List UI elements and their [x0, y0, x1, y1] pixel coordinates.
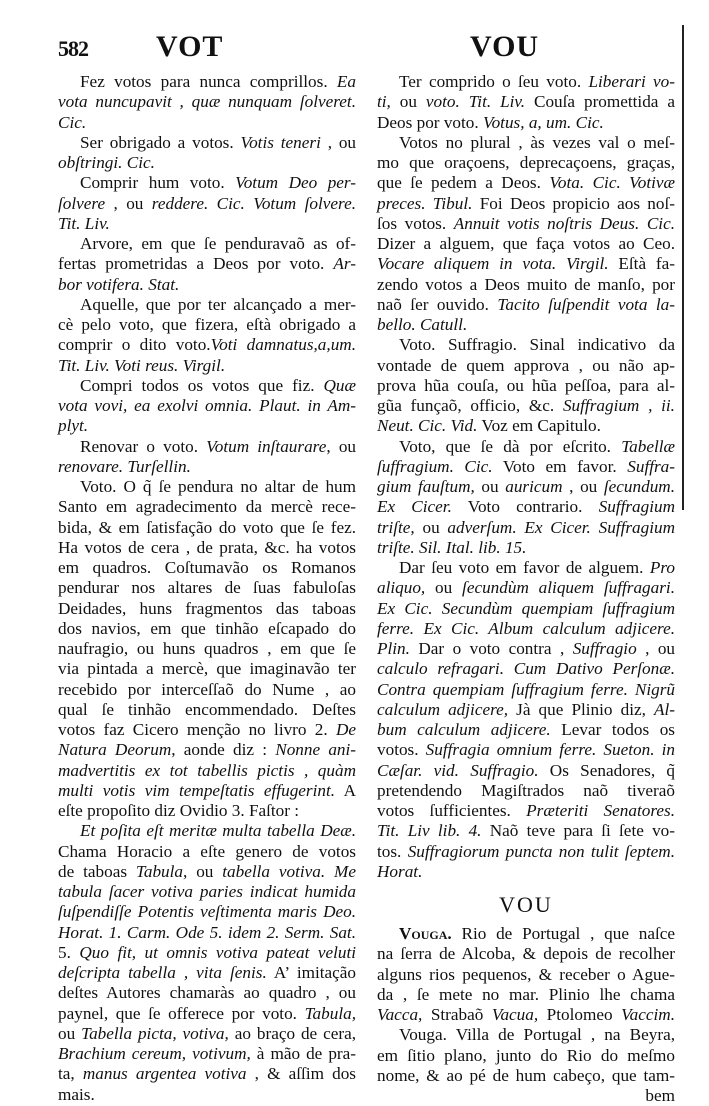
latin-italic-text: Vota. Cic. Votivæ: [549, 173, 675, 193]
text-line: [377, 214, 675, 234]
text-line: [58, 295, 356, 315]
text-line: [377, 376, 675, 396]
text-line: [377, 599, 675, 619]
text-line: [377, 862, 675, 882]
latin-italic-text: Tit. Liv.: [58, 213, 110, 233]
portuguese-text: vontade de quem approva , ou não ap-: [377, 355, 675, 375]
latin-italic-text: tabella votiva. Me: [222, 861, 356, 881]
portuguese-text: Voto contrario.: [451, 497, 599, 517]
portuguese-text: deſtes Autores chamaràs ao quadro , ou: [58, 983, 356, 1003]
latin-italic-text: Tit. Liv lib. 4.: [377, 821, 482, 841]
latin-italic-text: Tabellæ: [621, 436, 675, 456]
portuguese-text: Ha votos de cera , de prata, &c. ha votos: [58, 537, 356, 557]
text-line: [58, 214, 356, 234]
text-line: [58, 882, 356, 902]
text-line: [377, 173, 675, 193]
text-line: [58, 254, 356, 274]
latin-italic-text: Ex Cic. Secundùm quempiam ſuffragium: [377, 598, 675, 618]
text-line: [58, 659, 356, 679]
latin-italic-text: bor votifera. Stat.: [58, 274, 180, 294]
text-line: [58, 680, 356, 700]
text-line: [377, 985, 675, 1005]
latin-italic-text: aliquo,: [377, 578, 426, 598]
latin-italic-text: preces. Tibul.: [377, 193, 473, 213]
text-line: [377, 396, 675, 416]
portuguese-text: Couſa promettida a: [525, 92, 675, 112]
column-rule: [682, 25, 684, 510]
text-line: [377, 437, 675, 457]
portuguese-text: Renovar o voto.: [80, 436, 207, 456]
text-line: [58, 801, 356, 821]
latin-italic-text: Votum Deo per-: [235, 173, 356, 193]
portuguese-text: votos ſufficientes.: [377, 801, 527, 820]
portuguese-text: ou: [425, 578, 463, 598]
latin-italic-text: tabula ſacer votiva paries indicat humida: [58, 882, 356, 901]
text-line: [377, 842, 675, 862]
portuguese-text: ou: [58, 1023, 82, 1043]
portuguese-text: Ter comprido o ſeu voto.: [399, 72, 589, 91]
latin-italic-text: Tacito ſuſpendit vota la-: [497, 294, 675, 314]
text-line: [58, 983, 356, 1003]
portuguese-text: Dar o voto contra ,: [409, 639, 573, 658]
text-line: [377, 720, 675, 740]
latin-italic-text: ſecundùm aliquem ſuffragari.: [462, 578, 676, 598]
right-column: [377, 72, 675, 1106]
latin-italic-text: ſuſpendiſſe Potentis veſtimenta maris Deo.: [58, 902, 356, 922]
portuguese-text: Voto. Suffragio. Sinal indicativo da: [399, 335, 675, 355]
text-line: [377, 518, 675, 538]
text-line: [58, 497, 356, 517]
text-line: [377, 1005, 675, 1025]
text-line: [58, 173, 356, 193]
text-line: [58, 194, 356, 214]
portuguese-text: Rio de Portugal , que naſce: [451, 924, 675, 943]
portuguese-text: Chama Horacio a eſte genero de votos: [58, 841, 356, 861]
portuguese-text: fertas prometridas a Deos por voto.: [58, 254, 334, 274]
portuguese-text: via pintada a mercè, que imaginavão ter: [58, 659, 356, 679]
portuguese-text: bem: [645, 1086, 675, 1105]
latin-italic-text: Ex Cicer.: [377, 497, 452, 517]
text-line: [377, 254, 675, 274]
portuguese-text: Naõ teve para ſi ſete vo-: [481, 821, 675, 841]
latin-italic-text: Vaccim.: [621, 1005, 675, 1024]
portuguese-text: em ſitio plano, junto do Rio do meſmo: [377, 1045, 675, 1065]
latin-italic-text: vota nuncupavit , quæ nunquam ſolveret.: [58, 92, 356, 112]
text-line: [58, 315, 356, 335]
latin-italic-text: vota vovi, ea exolvi omnia. Plaut. in Am-: [58, 396, 356, 415]
portuguese-text: zendo votos a Deos muito de manſo, por: [377, 274, 675, 294]
portuguese-text: Foi Deos propicio aos noſ-: [472, 193, 675, 213]
latin-italic-text: madvertitis ex tot tabellis pictis , quàm: [58, 760, 356, 780]
text-line: [377, 275, 675, 295]
latin-italic-text: ſecundum.: [603, 477, 675, 496]
latin-italic-text: voto. Tit. Liv.: [425, 92, 526, 112]
text-line: [58, 578, 356, 598]
portuguese-text: mais.: [58, 1084, 95, 1104]
text-line: [377, 315, 675, 335]
latin-italic-text: Ea: [336, 72, 356, 91]
portuguese-text: Deos por voto.: [377, 112, 483, 132]
text-line: [58, 923, 356, 943]
latin-italic-text: Suffragio: [572, 639, 637, 658]
text-line: [58, 558, 356, 578]
portuguese-text: , & aſſim dos: [246, 1064, 356, 1084]
text-line: [58, 92, 356, 112]
text-line: [58, 902, 356, 922]
text-line: [58, 133, 356, 153]
latin-italic-text: Cæſar. vid. Suffragio.: [377, 760, 539, 780]
portuguese-text: bida, & em ſatisfação do voto que ſe fez.: [58, 517, 356, 537]
portuguese-text: naõ ſer ouvido.: [377, 294, 498, 314]
latin-italic-text: ſolvere: [58, 193, 106, 213]
portuguese-text: Santo em agradecimento da mercè rece-: [58, 497, 356, 517]
latin-italic-text: calculo refragari. Cum Dativo Perſonæ.: [377, 659, 675, 679]
portuguese-text: votos.: [377, 740, 426, 760]
text-line: [377, 335, 675, 355]
portuguese-text: paynel, que ſe offerece por voto.: [58, 1003, 305, 1023]
text-line: [58, 275, 356, 295]
text-line: [58, 1024, 356, 1044]
latin-italic-text: Suffragium , ii.: [562, 396, 675, 415]
text-line: [377, 558, 675, 578]
latin-italic-text: Præteriti Senatores.: [526, 801, 675, 820]
portuguese-text: , ou: [320, 132, 357, 152]
text-line: [377, 1086, 675, 1106]
text-line: [377, 619, 675, 639]
running-head-right: VOU: [470, 30, 540, 63]
portuguese-text: cè pelo voto, que fizera, eſtà obrigado a: [58, 315, 356, 334]
portuguese-text: Deidades, huns fragmentos das taboas: [58, 598, 356, 618]
latin-italic-text: Plin.: [377, 639, 410, 658]
latin-italic-text: Nonne ani-: [275, 740, 357, 760]
portuguese-text: , aonde diz :: [171, 740, 276, 760]
latin-italic-text: Vocare aliquem in vota. Virgil.: [377, 254, 609, 274]
portuguese-text: alguns rios pequenos, & receber o Ague-: [377, 964, 675, 984]
text-line: [58, 740, 356, 760]
portuguese-text: Ptolomeo: [538, 1005, 622, 1024]
portuguese-text: Voto, que ſe dà por eſcrito.: [399, 436, 622, 456]
text-line: [377, 457, 675, 477]
latin-italic-text: Quo fit, ut omnis votiva pateat veluti: [79, 942, 357, 962]
latin-italic-text: Tabella picta, votiva,: [81, 1023, 229, 1043]
portuguese-text: Strabaõ: [422, 1005, 492, 1024]
latin-italic-text: Quæ: [323, 375, 356, 395]
latin-italic-text: Voti damnatus,a,um.: [210, 335, 356, 355]
latin-italic-text: plyt.: [58, 416, 89, 436]
text-line: [377, 234, 675, 254]
portuguese-text: , ou: [562, 477, 604, 496]
portuguese-text: Voto. O q̃ ſe pendura no altar de hum: [80, 477, 356, 496]
latin-italic-text: Vacca,: [377, 1005, 423, 1024]
latin-italic-text: Annuit votis noſtris Deus. Cic.: [453, 213, 675, 233]
text-line: [377, 1046, 675, 1066]
portuguese-text: Comprir hum voto.: [80, 173, 236, 193]
text-line: [58, 477, 356, 497]
portuguese-text: à mão de pra-: [250, 1044, 356, 1063]
latin-italic-text: Suffra-: [627, 456, 675, 476]
latin-italic-text: Tabula,: [304, 1003, 356, 1023]
text-line: [58, 153, 356, 173]
portuguese-text: Voto em favor.: [492, 456, 628, 476]
text-line: [377, 477, 675, 497]
portuguese-text: Jà que Plinio diz,: [508, 699, 654, 719]
text-line: [377, 497, 675, 517]
portuguese-text: em quadros. Coſtumavão os Romanos: [58, 558, 356, 577]
portuguese-text: 5.: [58, 942, 80, 962]
portuguese-text: Vouga. Villa de Portugal , na Beyra,: [399, 1025, 675, 1045]
text-line: [58, 842, 356, 862]
text-line: [377, 761, 675, 781]
text-line: [58, 1085, 356, 1105]
text-line: [58, 356, 356, 376]
portuguese-text: eſte propoſito diz Ovidio 3. Faſtor :: [58, 801, 300, 820]
text-line: [58, 639, 356, 659]
right-column-entries-vou: [377, 924, 675, 1106]
text-line: [377, 659, 675, 679]
portuguese-text: ou: [474, 477, 506, 496]
section-heading: VOU: [499, 892, 553, 917]
latin-italic-text: calculum adjicere,: [377, 699, 509, 719]
portuguese-text: nome, & ao pé de hum cabeço, que tam-: [377, 1065, 675, 1085]
text-line: [58, 720, 356, 740]
text-line: [58, 943, 356, 963]
portuguese-text: Fez votos para nunca comprillos.: [80, 72, 337, 91]
latin-italic-text: Votus, a, um. Cic.: [482, 112, 604, 132]
portuguese-text: Votos no plural , às vezes val o meſ-: [399, 132, 675, 152]
portuguese-text: ta,: [58, 1064, 83, 1084]
right-column-entries: [377, 72, 675, 882]
running-head-left: VOT: [156, 30, 224, 63]
latin-italic-text: adverſum. Ex Cicer. Suffragium: [447, 517, 676, 537]
latin-italic-text: Pro: [649, 558, 675, 577]
text-line: [377, 72, 675, 92]
portuguese-text: Arvore, em que ſe penduravaõ as of-: [80, 234, 356, 253]
portuguese-text: Eſtà fa-: [608, 254, 675, 274]
text-line: [58, 234, 356, 254]
latin-italic-text: Tit. Liv. Voti reus. Virgil.: [58, 355, 226, 375]
text-line: [58, 821, 356, 841]
text-line: [377, 1025, 675, 1045]
text-line: [377, 295, 675, 315]
portuguese-text: Dar ſeu voto em favor de alguem.: [399, 558, 650, 577]
text-line: [58, 700, 356, 720]
latin-italic-text: Natura Deorum: [58, 740, 172, 760]
latin-italic-text: auricum: [505, 477, 563, 496]
portuguese-text: Compri todos os votos que fiz.: [80, 375, 324, 395]
latin-italic-text: Votis teneri: [240, 132, 321, 152]
portuguese-text: , ou: [183, 861, 223, 881]
latin-italic-text: manus argentea votiva: [82, 1064, 247, 1084]
text-line: [58, 113, 356, 133]
latin-italic-text: triſte. Sil. Ital. lib. 15.: [377, 537, 527, 557]
text-line: [377, 801, 675, 821]
portuguese-text: Os Senadores, q̃: [538, 760, 675, 780]
text-line: [58, 457, 356, 477]
latin-italic-text: Suffragium: [598, 497, 676, 517]
text-line: [377, 1066, 675, 1086]
portuguese-text: , ou: [326, 436, 356, 456]
portuguese-text: ou: [390, 92, 426, 112]
portuguese-text: Ser obrigado a votos.: [80, 132, 241, 152]
portuguese-text: ou: [414, 517, 448, 537]
text-line: [377, 639, 675, 659]
text-line: [58, 1004, 356, 1024]
text-line: [58, 396, 356, 416]
latin-italic-text: gium fauſtum,: [377, 477, 475, 496]
portuguese-text: dos navios, em que tinhão eſcapado do: [58, 618, 356, 638]
latin-italic-text: bum calculum adjicere.: [377, 720, 551, 739]
portuguese-text: recebido por interceſſaõ do Nume , ao: [58, 679, 356, 699]
latin-italic-text: Liberari vo-: [588, 72, 675, 91]
latin-italic-text: Horat.: [377, 861, 423, 881]
portuguese-text: ſos votos.: [377, 213, 454, 233]
latin-italic-text: obſtringi. Cic.: [58, 153, 155, 172]
portuguese-text: que ſe pedem a Deos.: [377, 173, 550, 193]
latin-italic-text: reddere. Cic. Votum ſolvere.: [151, 193, 356, 213]
latin-italic-text: Et poſita eſt meritæ multa tabella Deæ.: [80, 821, 356, 841]
portuguese-text: Voz em Capitulo.: [477, 416, 601, 436]
text-line: [58, 761, 356, 781]
portuguese-text: mo que oraçoens, deprecaçoens, graças,: [377, 153, 675, 172]
text-line: [377, 821, 675, 841]
portuguese-text: qual ſe tinhão encommendado. Deſtes: [58, 699, 356, 719]
portuguese-text: , ou: [105, 193, 152, 213]
page-number: 582: [58, 36, 88, 61]
latin-italic-text: Vacua,: [491, 1005, 539, 1024]
text-line: [377, 92, 675, 112]
latin-italic-text: ferre. Ex Cic. Album calculum adjicere.: [377, 618, 675, 638]
latin-italic-text: ti,: [377, 92, 391, 112]
text-line: [58, 518, 356, 538]
text-line: [377, 538, 675, 558]
portuguese-text: A’ imitação: [266, 963, 356, 982]
latin-italic-text: bello. Catull.: [377, 315, 468, 334]
text-line: [58, 599, 356, 619]
latin-italic-text: multi votis vim tempeſtatis effugerint.: [58, 780, 336, 800]
portuguese-text: naufragio, ou huns quadros , em que ſe: [58, 639, 356, 658]
text-line: [58, 376, 356, 396]
portuguese-text: Levar todos os: [550, 720, 675, 739]
latin-italic-text: deſcripta tabella , vita ſenis.: [58, 963, 267, 982]
text-line: [58, 1044, 356, 1064]
latin-italic-text: Suffragiorum puncta non tulit ſeptem.: [407, 841, 676, 861]
text-line: [377, 680, 675, 700]
text-line: [377, 356, 675, 376]
text-line: [377, 416, 675, 436]
text-line: [58, 619, 356, 639]
latin-italic-text: renovare. Turſellin.: [58, 456, 191, 476]
latin-italic-text: Neut. Cic. Vid.: [377, 416, 478, 436]
text-line: [377, 153, 675, 173]
text-line: [377, 781, 675, 801]
text-line: [377, 700, 675, 720]
latin-italic-text: Suffragia omnium ferre. Sueton. in: [425, 740, 675, 760]
portuguese-text: pretendendo Magiſtrados naõ tiveraõ: [377, 780, 675, 800]
text-line: [377, 113, 675, 133]
portuguese-text: de taboas: [58, 861, 136, 881]
left-column: [58, 72, 356, 1105]
text-line: [377, 924, 675, 944]
text-line: [58, 416, 356, 436]
portuguese-text: na ſerra de Alcoba, & depois de recolher: [377, 944, 675, 964]
latin-italic-text: Brachium cereum, votivum,: [58, 1044, 251, 1063]
headword: Vouga.: [399, 924, 452, 943]
latin-italic-text: Contra quempiam ſuffragium ferre. Nigrũ: [377, 679, 675, 699]
text-line: [377, 578, 675, 598]
portuguese-text: tos.: [377, 841, 408, 861]
text-line: [377, 965, 675, 985]
portuguese-text: Dizer a alguem, que faça votos ao Ceo.: [377, 234, 675, 253]
text-line: [58, 538, 356, 558]
text-line: [58, 72, 356, 92]
portuguese-text: , ou: [636, 639, 676, 658]
latin-italic-text: Al-: [653, 699, 675, 719]
latin-italic-text: Cic.: [58, 112, 87, 132]
text-line: [58, 335, 356, 355]
latin-italic-text: triſte,: [377, 517, 415, 537]
latin-italic-text: De: [335, 720, 356, 739]
text-line: [377, 740, 675, 760]
text-line: [58, 1064, 356, 1084]
text-line: [377, 133, 675, 153]
portuguese-text: A: [335, 780, 356, 800]
portuguese-text: prova hũa couſa, ou hũa peſſoa, para al-: [377, 375, 675, 395]
text-line: [377, 944, 675, 964]
text-line: [58, 963, 356, 983]
latin-italic-text: Votum inſtaurare: [206, 436, 327, 456]
text-line: [58, 781, 356, 801]
text-line: [58, 862, 356, 882]
text-line: [377, 194, 675, 214]
text-line: [58, 437, 356, 457]
latin-italic-text: Ar-: [333, 254, 356, 274]
portuguese-text: votos faz Cicero menção no livro 2.: [58, 720, 336, 739]
portuguese-text: Aquelle, que por ter alcançado a mer-: [80, 294, 356, 314]
latin-italic-text: Tabula: [135, 861, 184, 881]
portuguese-text: ao braço de cera,: [228, 1023, 356, 1043]
latin-italic-text: Horat. 1. Carm. Ode 5. idem 2. Serm. Sat.: [58, 922, 356, 942]
latin-italic-text: ſuffragium. Cic.: [377, 456, 493, 476]
portuguese-text: gũa funçaõ, officio, &c.: [377, 396, 563, 415]
portuguese-text: da , ſe mete no mar. Plinio lhe chama: [377, 984, 675, 1004]
portuguese-text: pendurar nos altares de ſuas fabuloſas: [58, 578, 356, 598]
portuguese-text: comprir o dito voto.: [58, 335, 211, 355]
